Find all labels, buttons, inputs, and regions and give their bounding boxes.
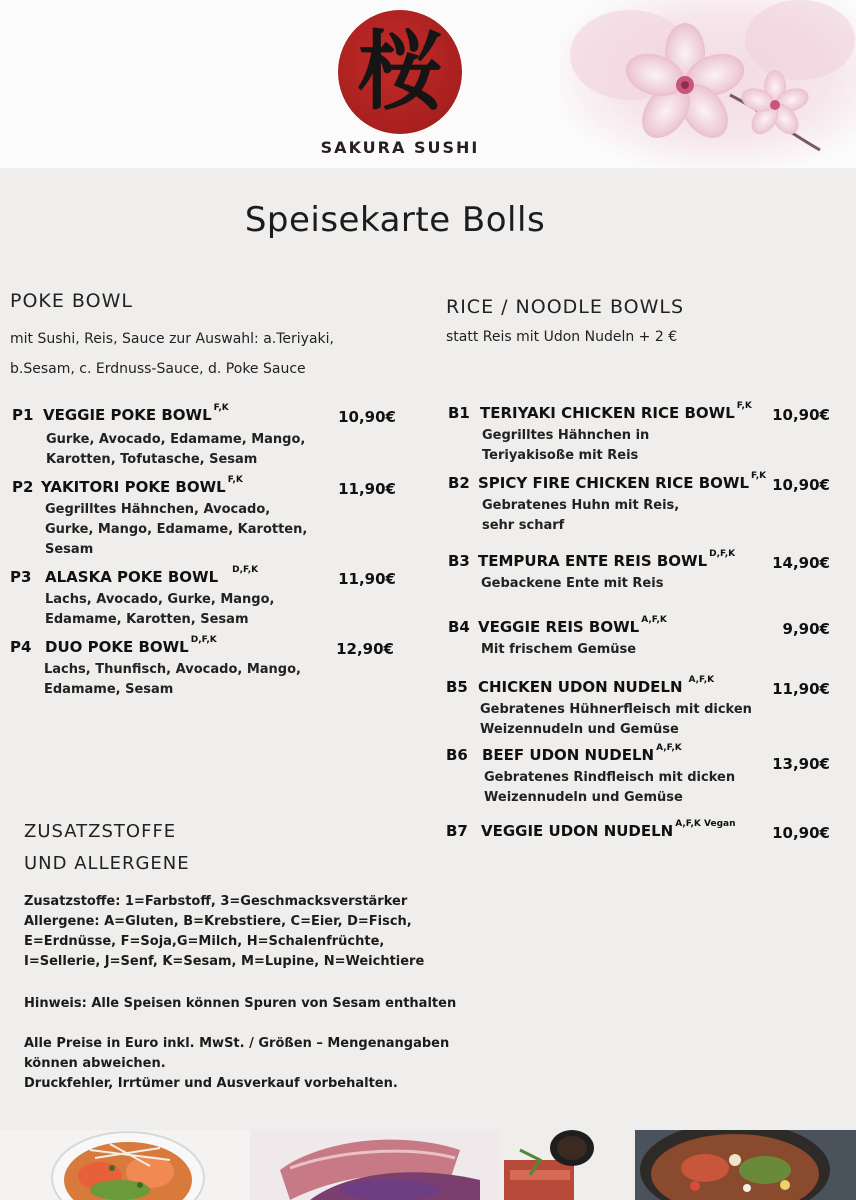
item-code: B4: [448, 618, 470, 636]
menu-item-b1: [448, 401, 832, 468]
menu-item-b6: [446, 743, 832, 810]
item-code: B6: [446, 746, 468, 764]
description-line: Gegrilltes Hähnchen in: [482, 428, 650, 443]
description-line: Mit frischem Gemüse: [481, 642, 637, 657]
description-line: Teriyakisoße mit Reis: [482, 448, 639, 463]
price-notes: [24, 1034, 449, 1094]
allergen-codes: D,F,K: [190, 635, 217, 645]
item-price: 11,90€: [338, 480, 396, 498]
allergen-codes: F,K: [751, 471, 767, 481]
description-line: Karotten, Tofutasche, Sesam: [46, 452, 258, 467]
menu-item-b3: [448, 549, 832, 596]
description-line: Lachs, Avocado, Gurke, Mango,: [45, 592, 275, 607]
allergen-codes: F,K: [227, 475, 243, 485]
rice-section-title: RICE / NOODLE BOWLS: [446, 296, 685, 318]
item-code: P1: [12, 406, 34, 424]
item-name-text: TERIYAKI CHICKEN RICE BOWL: [480, 404, 735, 422]
item-name-text: VEGGIE REIS BOWL: [478, 618, 640, 636]
item-price: 13,90€: [772, 755, 830, 773]
item-name-text: VEGGIE UDON NUDELN: [481, 822, 674, 840]
menu-item-b7: [446, 819, 832, 848]
item-price: 12,90€: [336, 640, 394, 658]
allergen-codes: D,F,K: [232, 565, 259, 575]
allergen-codes: F,K: [213, 403, 229, 413]
item-name: [43, 403, 229, 424]
rice-section-subtitle: statt Reis mit Udon Nudeln + 2 €: [446, 329, 678, 345]
menu-item-p3: [10, 565, 402, 632]
item-description: [44, 660, 301, 700]
item-name-text: TEMPURA ENTE REIS BOWL: [478, 552, 708, 570]
description-line: Gegrilltes Hähnchen, Avocado,: [45, 502, 271, 517]
item-name-text: SPICY FIRE CHICKEN RICE BOWL: [478, 474, 750, 492]
item-name: [478, 471, 767, 492]
item-description: [45, 590, 274, 630]
description-line: Edamame, Karotten, Sesam: [45, 612, 249, 627]
poke-section-title: POKE BOWL: [10, 290, 133, 312]
allergens-title-line: ZUSATZSTOFFE: [24, 821, 177, 842]
page-title: Speisekarte Bolls: [244, 200, 546, 240]
item-price: 10,90€: [772, 824, 830, 842]
header: [0, 0, 856, 168]
menu-item-b5: [446, 675, 832, 742]
item-description: [482, 426, 649, 466]
info-line: Druckfehler, Irrtümer und Ausverkauf vorbehalten.: [24, 1076, 398, 1091]
item-description: [484, 768, 735, 808]
item-name-text: VEGGIE POKE BOWL: [43, 406, 212, 424]
item-code: B2: [448, 474, 470, 492]
info-line: können abweichen.: [24, 1056, 166, 1071]
item-name-text: CHICKEN UDON NUDELN: [478, 678, 683, 696]
description-line: Gebratenes Hühnerfleisch mit dicken: [480, 702, 752, 717]
description-line: Gurke, Avocado, Edamame, Mango,: [46, 432, 306, 447]
allergen-codes: F,K: [736, 401, 752, 411]
item-name: [482, 743, 682, 764]
chicken-bowl-photo: [635, 1130, 856, 1200]
item-name: [45, 635, 217, 656]
tuna-bowl-photo: [250, 1130, 500, 1200]
allergen-codes: A,F,K: [656, 743, 682, 753]
info-line: Zusatzstoffe: 1=Farbstoff, 3=Geschmacksverstärker: [24, 894, 408, 909]
description-line: Gebratenes Rindfleisch mit dicken: [484, 770, 736, 785]
additives-allergens-list: [24, 892, 424, 972]
item-code: B7: [446, 822, 468, 840]
item-code: P4: [10, 638, 32, 656]
item-name: [478, 675, 715, 696]
item-price: 14,90€: [772, 554, 830, 572]
poke-section-subtitle: [10, 324, 410, 384]
poke-bowl-photo: [0, 1130, 250, 1200]
allergen-codes: A,F,K: [641, 615, 667, 625]
item-code: B1: [448, 404, 470, 422]
item-name: [478, 615, 667, 636]
item-name-text: YAKITORI POKE BOWL: [41, 478, 226, 496]
item-description: [46, 430, 305, 470]
item-price: 9,90€: [782, 620, 830, 638]
item-name-text: DUO POKE BOWL: [45, 638, 189, 656]
allergen-codes: D,F,K: [709, 549, 736, 559]
menu-item-p1: [12, 403, 402, 470]
menu-item-p2: [12, 475, 402, 562]
description-line: Gebackene Ente mit Reis: [481, 576, 664, 591]
item-price: 10,90€: [772, 406, 830, 424]
description-line: Sesam: [45, 542, 94, 557]
menu-item-b4: [448, 615, 832, 662]
description-line: Gebratenes Huhn mit Reis,: [482, 498, 680, 513]
poke-subtitle-line: mit Sushi, Reis, Sauce zur Auswahl: a.Teriyaki,: [10, 331, 334, 347]
item-code: P3: [10, 568, 32, 586]
item-price: 11,90€: [338, 570, 396, 588]
description-line: Weizennudeln und Gemüse: [480, 722, 679, 737]
logo-name: SAKURA SUSHI: [320, 138, 480, 157]
description-line: Edamame, Sesam: [44, 682, 174, 697]
allergen-codes: A,F,K Vegan: [675, 819, 736, 829]
item-price: 11,90€: [772, 680, 830, 698]
menu-item-b2: [448, 471, 832, 538]
logo-kanji: 桜: [357, 21, 443, 122]
item-code: B5: [446, 678, 468, 696]
description-line: sehr scharf: [482, 518, 565, 533]
tuna-sauce-photo: [500, 1130, 635, 1200]
item-name-text: ALASKA POKE BOWL: [45, 568, 219, 586]
allergen-codes: A,F,K: [688, 675, 715, 685]
food-photo-strip: [0, 1130, 856, 1200]
description-line: Weizennudeln und Gemüse: [484, 790, 683, 805]
item-description: [45, 500, 307, 560]
item-name: [481, 819, 736, 840]
item-name: [480, 401, 752, 422]
description-line: Lachs, Thunfisch, Avocado, Mango,: [44, 662, 301, 677]
item-code: B3: [448, 552, 470, 570]
item-price: 10,90€: [338, 408, 396, 426]
info-line: E=Erdnüsse, F=Soja,G=Milch, H=Schalenfrüchte,: [24, 934, 385, 949]
cherry-blossom-image: [560, 0, 856, 168]
allergens-title-line: UND ALLERGENE: [24, 853, 190, 874]
info-line: Alle Preise in Euro inkl. MwSt. / Größen – Mengenangaben: [24, 1036, 450, 1051]
info-line: Allergene: A=Gluten, B=Krebstiere, C=Eier, D=Fisch,: [24, 914, 412, 929]
item-description: [481, 640, 636, 660]
item-name: [478, 549, 736, 570]
item-description: [482, 496, 679, 536]
item-name: [41, 475, 243, 496]
menu-item-p4: [10, 635, 402, 702]
item-description: [480, 700, 752, 740]
item-description: [481, 574, 663, 594]
poke-subtitle-line: b.Sesam, c. Erdnuss-Sauce, d. Poke Sauce: [10, 361, 306, 377]
description-line: Gurke, Mango, Edamame, Karotten,: [45, 522, 308, 537]
info-line: I=Sellerie, J=Senf, K=Sesam, M=Lupine, N=Weichtiere: [24, 954, 425, 969]
item-code: P2: [12, 478, 34, 496]
allergens-section-title: [24, 816, 190, 880]
sesame-hint: Hinweis: Alle Speisen können Spuren von Sesam enthalten: [24, 996, 457, 1011]
item-name-text: BEEF UDON NUDELN: [482, 746, 655, 764]
item-price: 10,90€: [772, 476, 830, 494]
item-name: [45, 565, 259, 586]
